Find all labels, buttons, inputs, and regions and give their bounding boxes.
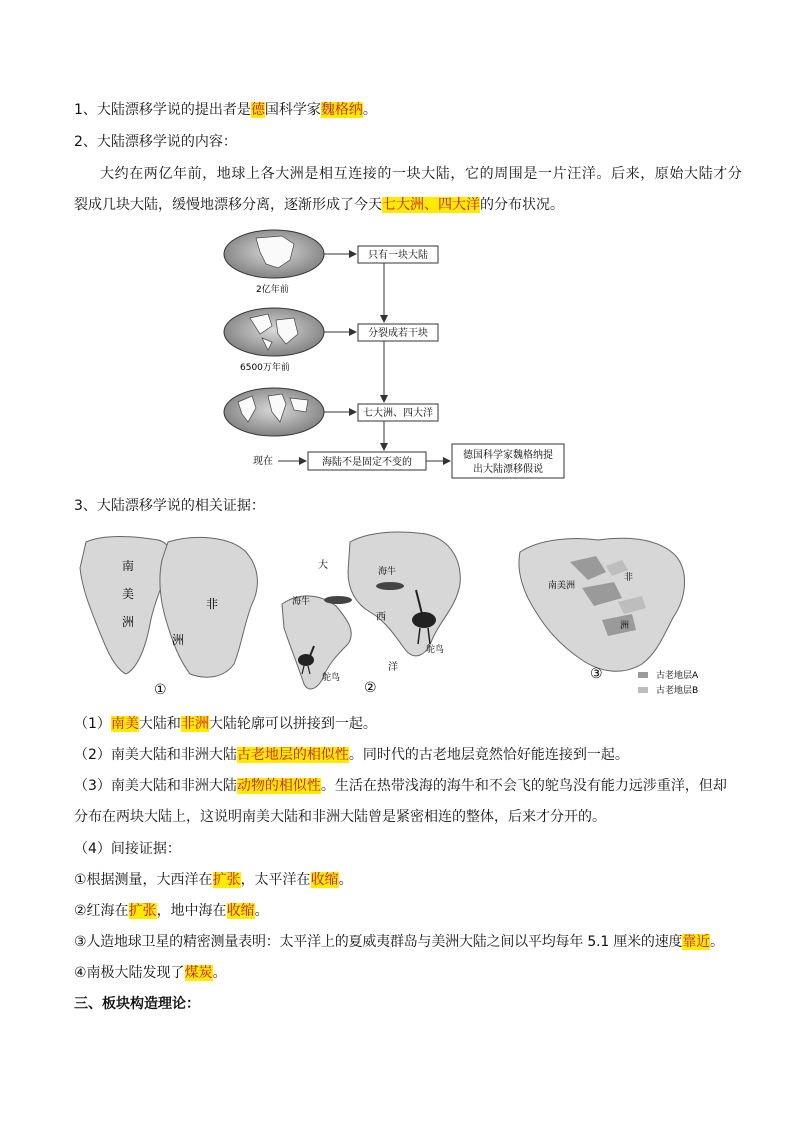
svg-text:美: 美 [122, 587, 135, 601]
proposer-line: 1、大陆漂移学说的提出者是德国科学家魏格纳。 [74, 102, 377, 118]
svg-text:南: 南 [122, 559, 135, 573]
drift-flow-diagram [220, 226, 580, 484]
now-label: 现在 [253, 456, 273, 467]
svg-text:德国科学家魏格纳提: 德国科学家魏格纳提 [463, 450, 553, 461]
svg-text:海牛: 海牛 [292, 597, 311, 607]
svg-text:洲: 洲 [122, 615, 135, 629]
svg-text:洲: 洲 [172, 633, 185, 647]
evidence-3: （3）南美大陆和非洲大陆动物的相似性。生活在热带浅海的海牛和不会飞的鸵鸟没有能力远涉重洋，但却 [74, 778, 727, 794]
indirect-1: ①根据测量，大西洋在扩张，太平洋在收缩。 [74, 872, 353, 888]
evidence-heading: 3、大陆漂移学说的相关证据： [74, 498, 265, 514]
svg-text:古老地层A: 古老地层A [656, 671, 699, 681]
svg-text:分裂成若干块: 分裂成若干块 [368, 328, 428, 339]
svg-text:非: 非 [206, 597, 219, 611]
svg-text:洋: 洋 [388, 662, 398, 673]
svg-text:只有一块大陆: 只有一块大陆 [368, 250, 428, 261]
highlight-continents-oceans: 七大洲、四大洋 [382, 197, 480, 213]
svg-text:①: ① [154, 682, 167, 698]
evidence-2: （2）南美大陆和非洲大陆古老地层的相似性。同时代的古老地层竟然恰好能连接到一起。 [74, 747, 629, 763]
svg-text:出大陆漂移假说: 出大陆漂移假说 [473, 464, 543, 475]
globe-today [224, 388, 324, 436]
legend-swatch-a [638, 672, 648, 678]
indirect-2: ②红海在扩张，地中海在收缩。 [74, 903, 269, 919]
svg-text:鸵鸟: 鸵鸟 [322, 673, 341, 683]
svg-text:古老地层B: 古老地层B [656, 686, 699, 696]
highlight-wegener: 魏格纳 [320, 102, 363, 118]
indirect-heading: （4）间接证据： [74, 841, 181, 857]
svg-text:西: 西 [376, 612, 386, 623]
svg-text:③: ③ [590, 666, 603, 682]
content-para-2: 裂成几块大陆，缓慢地漂移分离，逐渐形成了今天七大洲、四大洋的分布状况。 [74, 197, 564, 213]
stage-label-65ma: 6500万年前 [240, 363, 290, 373]
svg-text:非: 非 [624, 573, 634, 583]
map-strata-match [510, 528, 726, 700]
svg-text:大: 大 [318, 560, 328, 571]
globe-65ma [224, 308, 324, 356]
manatee-icon [376, 582, 404, 590]
evidence-3-cont: 分布在两块大陆上，这说明南美大陆和非洲大陆曾是紧密相连的整体，后来才分开的。 [74, 809, 606, 825]
svg-text:七大洲、四大洋: 七大洲、四大洋 [363, 408, 433, 419]
manatee-icon [324, 596, 352, 604]
content-para-1: 大约在两亿年前，地球上各大洲是相互连接的一块大陆，它的周围是一片汪洋。后来，原始大陆才分 [100, 166, 743, 182]
svg-text:洲: 洲 [620, 621, 630, 631]
legend-swatch-b [638, 687, 648, 693]
stage-label-200ma: 2亿年前 [256, 285, 289, 295]
svg-text:海陆不是固定不变的: 海陆不是固定不变的 [322, 457, 412, 468]
evidence-1: （1）南美大陆和非洲大陆轮廓可以拼接到一起。 [74, 716, 377, 732]
svg-text:南美洲: 南美洲 [548, 581, 576, 591]
svg-text:鸵鸟: 鸵鸟 [426, 645, 445, 655]
content-heading: 2、大陆漂移学说的内容： [74, 134, 237, 150]
section-3-heading: 三、板块构造理论： [74, 996, 200, 1012]
indirect-4: ④南极大陆发现了煤炭。 [74, 965, 227, 981]
svg-text:海牛: 海牛 [378, 567, 397, 577]
highlight-germany: 德 [250, 102, 265, 118]
indirect-3: ③人造地球卫星的精密测量表明：太平洋上的夏威夷群岛与美洲大陆之间以平均每年 5.1 厘米的速度靠近。 [74, 934, 724, 950]
map-coastline-fit [74, 528, 274, 700]
svg-text:②: ② [364, 680, 377, 696]
map-animal-distribution [276, 528, 472, 700]
globe-200ma [224, 230, 324, 278]
